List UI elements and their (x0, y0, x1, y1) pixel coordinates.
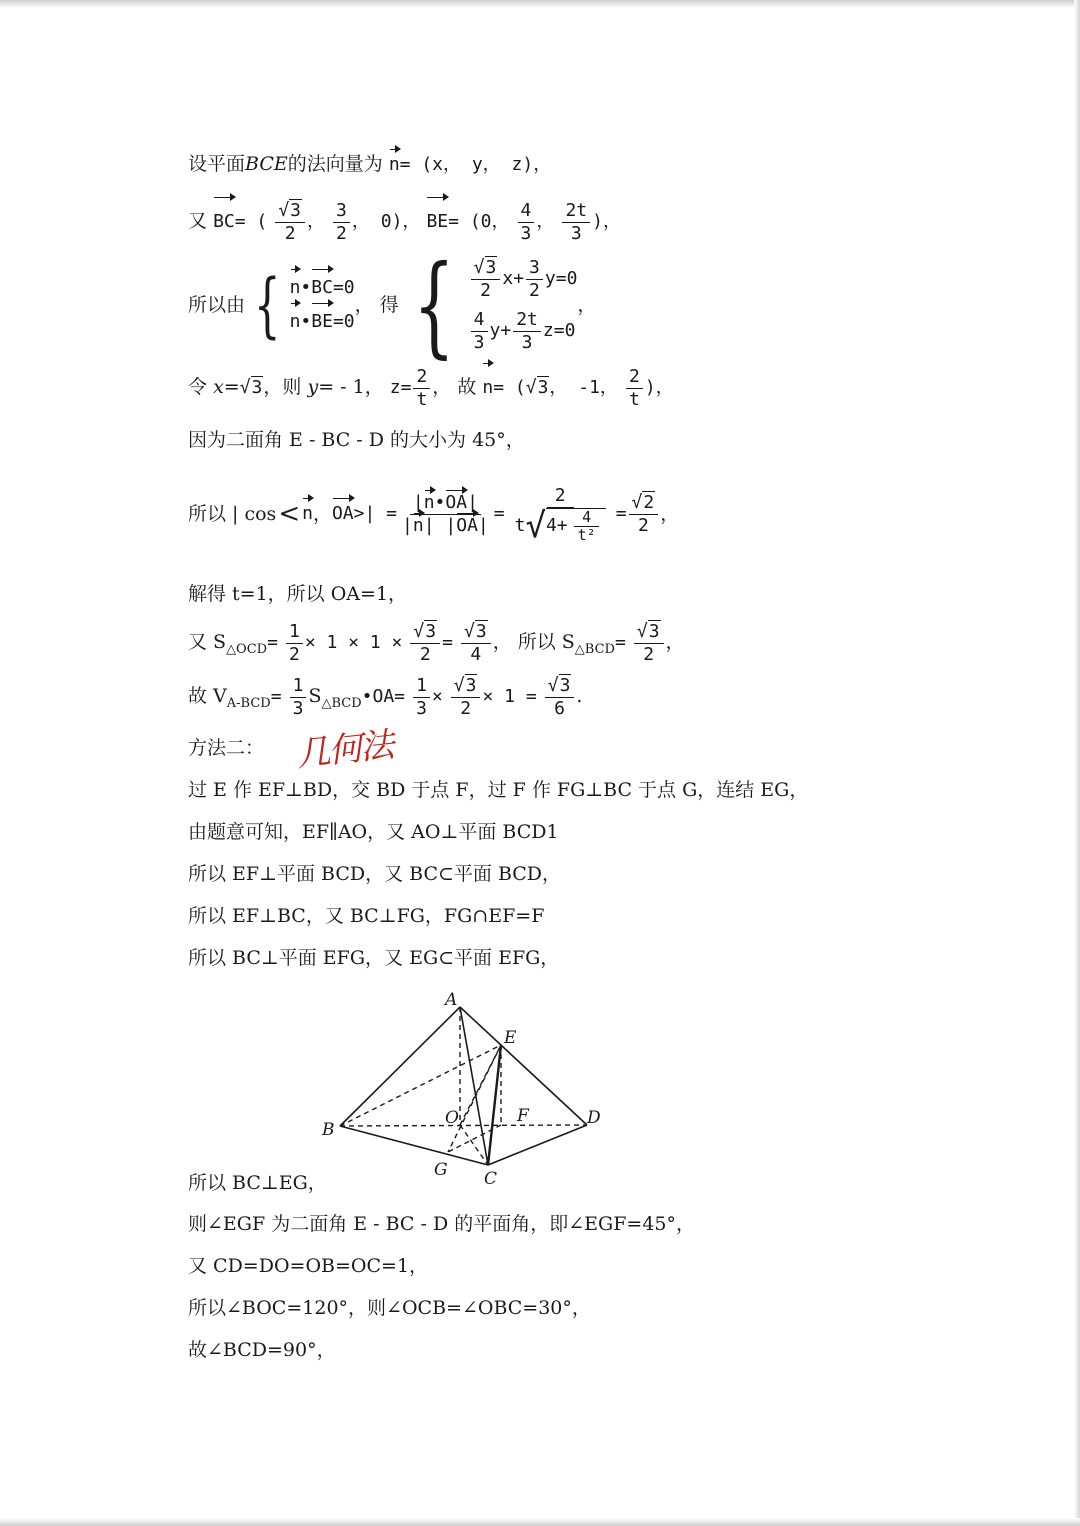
radicand: 3 (251, 377, 263, 398)
text: BCE (245, 153, 288, 175)
label-e: E (504, 1028, 517, 1048)
numerator: 3 (526, 257, 543, 280)
text: ， 得 (354, 294, 399, 316)
fraction-dot-over-norms (399, 492, 492, 537)
handwritten-note: 几何法 (294, 725, 395, 775)
text: )， (592, 211, 621, 232)
line-cosine (188, 468, 679, 560)
denominator: 3 (292, 697, 304, 719)
label-b: B (322, 1120, 335, 1140)
vector-n: n (482, 365, 493, 411)
numerator: 2 (413, 366, 430, 389)
text: = (442, 632, 453, 653)
line-angle-bcd: 故∠BCD=90°， (188, 1339, 336, 1361)
numerator: 4 (471, 309, 488, 332)
text: △BCD (574, 641, 615, 657)
edge-ce (488, 1045, 501, 1165)
text: = ( (493, 377, 526, 398)
text: ， 0)， (351, 211, 421, 232)
line-equal-lengths: 又 CD=DO=OB=OC=1， (188, 1255, 429, 1277)
numerator: 1 (413, 675, 430, 698)
line-let-x (188, 364, 674, 411)
text: | (467, 491, 478, 513)
text: ， -1， (549, 377, 618, 398)
denominator: 2 (336, 222, 347, 244)
label-a: A (445, 990, 458, 1010)
vector-oa: OA (445, 491, 468, 513)
text: ， (577, 294, 597, 316)
sqrt-symbol: √ (278, 199, 290, 221)
fraction-sqrt3-over-2 (634, 621, 664, 666)
vector-n: n (389, 151, 400, 179)
segment-oe (460, 1045, 501, 1125)
text: t (514, 514, 526, 536)
text: y=0 (544, 268, 578, 289)
radicand: 3 (465, 674, 477, 696)
denominator: 2 (637, 514, 649, 536)
line-vectors-bc-be (188, 198, 621, 245)
text: = ( (234, 211, 268, 232)
text: 所以由 (188, 294, 246, 316)
text: × (431, 686, 443, 707)
fraction-sqrt3-over-2 (451, 675, 481, 720)
sqrt-symbol: √ (636, 620, 648, 642)
text: × 1 = (482, 686, 537, 707)
page-edge-right (1074, 0, 1080, 1526)
text: = (223, 376, 240, 398)
radicand: 3 (559, 674, 571, 696)
denominator: 2 (460, 697, 472, 719)
sqrt-symbol: √ (464, 620, 475, 642)
denominator: 2 (288, 643, 300, 665)
text: | (423, 514, 435, 536)
dot: • (300, 311, 312, 332)
text: 设平面 (188, 153, 246, 175)
page-edge-top (0, 0, 1080, 8)
vector-bc: BC (311, 271, 333, 305)
system-2 (399, 241, 578, 369)
sqrt-symbol: √ (453, 674, 465, 696)
vector-n: n (302, 500, 313, 528)
text: x+ (502, 268, 525, 289)
numerator: 2t (562, 200, 590, 223)
angle-bracket-left: < (278, 499, 301, 529)
fraction-2-over-t (626, 366, 643, 411)
denominator: 2 (419, 643, 431, 665)
vector-be: BE (311, 305, 333, 339)
edge-bd-hidden (340, 1125, 587, 1126)
dot: • (434, 491, 446, 513)
fraction-1-over-3 (413, 675, 430, 720)
fraction-1-over-2 (286, 621, 303, 666)
text: | (402, 514, 413, 536)
text: 所以 | cos (188, 503, 277, 525)
vector-n: n (290, 305, 301, 339)
text: ， 所以 S (492, 631, 575, 653)
denominator: 3 (521, 331, 533, 353)
edge-ba (340, 1007, 460, 1126)
numerator: 2 (626, 366, 643, 389)
fraction-sqrt3-over-4 (461, 621, 491, 666)
text: y+ (489, 320, 512, 341)
sqrt-symbol: √ (631, 491, 643, 513)
sqrt-symbol: √ (413, 620, 425, 642)
text: | (477, 514, 489, 536)
left-brace: { (253, 264, 281, 346)
denominator: 4 (470, 643, 482, 665)
radicand: 3 (648, 620, 660, 642)
denominator: 3 (416, 697, 427, 719)
line-ef-parallel-ao: 由题意可知，EF∥AO，又 AO⊥平面 BCD1 (188, 821, 559, 843)
text: z=0 (542, 320, 576, 341)
sqrt-symbol: √ (547, 674, 559, 696)
vector-bc: BC (213, 199, 235, 245)
text: ， (665, 631, 685, 653)
fraction-3-over-2 (526, 257, 543, 302)
fraction-2t-over-3 (562, 200, 590, 245)
text: = (0， (448, 211, 510, 232)
text: )， (644, 377, 674, 398)
denominator: t² (577, 525, 596, 544)
denominator: t (628, 388, 640, 410)
text: ， (536, 211, 555, 232)
text: = (614, 632, 626, 653)
fraction-4-over-3 (471, 309, 488, 354)
dot: • (300, 277, 312, 298)
denominator: 3 (473, 331, 485, 353)
denominator: 6 (554, 697, 565, 719)
vector-n: n (290, 271, 301, 305)
segment-be (340, 1045, 501, 1126)
sqrt-symbol: √ (239, 377, 251, 398)
fraction-sqrt3-over-6 (545, 675, 575, 720)
radicand: 3 (537, 377, 549, 398)
numerator: 2 (547, 485, 574, 508)
fraction-2-over-t (413, 366, 430, 411)
label-c: C (484, 1169, 498, 1185)
text: ， (312, 503, 332, 525)
vector-n: n (423, 491, 435, 513)
text: × 1 × 1 × (304, 632, 403, 653)
line-normal-vector (188, 150, 551, 179)
system-1 (245, 264, 355, 346)
left-brace: { (412, 241, 455, 369)
text: = (270, 686, 282, 707)
edge-bc (340, 1126, 488, 1165)
fraction-2-over-t-sqrt (507, 485, 614, 544)
denominator: 3 (570, 222, 582, 244)
fraction-2t-over-3 (513, 309, 541, 354)
text: 令 (188, 376, 208, 398)
text: S (308, 685, 322, 707)
fraction-4-over-3 (518, 200, 535, 245)
text: =0 (332, 277, 355, 298)
numerator: 4 (574, 509, 599, 527)
text: •OA= (361, 686, 406, 707)
text: y (307, 376, 319, 398)
numerator: 2t (513, 309, 541, 332)
line-construct-ef-fg: 过 E 作 EF⊥BD，交 BD 于点 F，过 F 作 FG⊥BC 于点 G，连结 EG， (188, 779, 809, 801)
text: ， (307, 211, 325, 232)
fraction-1-over-3 (290, 675, 307, 720)
denominator: t (416, 388, 428, 410)
text: = (615, 503, 627, 524)
text: 又 (188, 210, 208, 232)
fraction-sqrt2-over-2 (629, 492, 659, 537)
fraction-sqrt3-over-2 (275, 200, 305, 245)
vector-n: n (412, 514, 424, 536)
text: ， 故 (432, 376, 477, 398)
radicand: 3 (290, 199, 301, 221)
denominator: 2 (480, 279, 491, 301)
fraction-sqrt3-over-2 (471, 257, 501, 302)
text: = (267, 632, 278, 653)
denominator: 2 (643, 643, 655, 665)
vector-be: BE (426, 199, 448, 245)
text: =0 (332, 311, 355, 332)
text: = - 1， (318, 376, 384, 398)
denominator: 2 (529, 279, 540, 301)
label-o: O (445, 1108, 459, 1128)
edge-cd (488, 1125, 587, 1165)
text: | (412, 491, 424, 513)
fraction-sqrt3-over-2 (410, 621, 440, 666)
label-f: F (517, 1106, 529, 1126)
numerator: 1 (290, 675, 307, 698)
segment-eg (448, 1045, 501, 1152)
line-plane-angle: 则∠EGF 为二面角 E - BC - D 的平面角，即∠EGF=45°， (188, 1213, 695, 1235)
numerator: 1 (286, 621, 303, 644)
text: z= (389, 377, 412, 398)
vector-oa: OA (456, 514, 478, 536)
text: | (445, 514, 457, 536)
text: . (576, 685, 583, 707)
text: = (493, 503, 505, 524)
text: A-BCD (226, 695, 271, 711)
line-ef-perp-plane: 所以 EF⊥平面 BCD，又 BC⊂平面 BCD， (188, 863, 562, 885)
vector-oa: OA (332, 500, 354, 528)
line-ef-perp-bc: 所以 EF⊥BC，又 BC⊥FG，FG∩EF=F (188, 905, 545, 927)
line-bc-perp-plane: 所以 BC⊥平面 EFG，又 EG⊂平面 EFG， (188, 947, 560, 969)
radicand: 3 (485, 256, 497, 278)
text: >| = (353, 503, 398, 524)
tetrahedron-figure (310, 985, 620, 1185)
label-g: G (434, 1160, 448, 1180)
line-angles-boc: 所以∠BOC=120°，则∠OCB=∠OBC=30°， (188, 1297, 591, 1319)
line-bc-perp-eg: 所以 BC⊥EG， (188, 1172, 327, 1194)
text: = (x， y， z)， (399, 154, 552, 175)
text: ， (660, 503, 680, 525)
denominator: 2 (284, 222, 296, 244)
method-two-heading: 方法二： (188, 737, 265, 759)
radicand: 3 (475, 620, 487, 642)
sqrt-symbol: √ (525, 377, 537, 398)
sqrt-symbol: √ (525, 505, 546, 546)
line-equation-systems (188, 241, 597, 369)
label-d: D (587, 1108, 601, 1128)
line-area (188, 618, 685, 674)
text: 又 S (188, 631, 227, 653)
text: 故 V (188, 685, 227, 707)
numerator: 3 (333, 200, 350, 223)
radicand: 3 (425, 620, 437, 642)
denominator: 3 (520, 222, 532, 244)
line-solve-t: 解得 t=1，所以 OA=1， (188, 583, 408, 605)
text: 的法向量为 (287, 153, 383, 175)
text: x (213, 376, 224, 398)
text: △BCD (321, 695, 362, 711)
numerator: 4 (518, 200, 535, 223)
text: ，则 (263, 376, 302, 398)
text: △OCD (226, 641, 268, 657)
radicand: 2 (643, 491, 655, 513)
sqrt-symbol: √ (473, 256, 485, 278)
edge-ac (460, 1007, 488, 1165)
page-edge-bottom (0, 1518, 1080, 1526)
line-dihedral-angle: 因为二面角 E - BC - D 的大小为 45°， (188, 429, 525, 451)
text: 4+ (545, 515, 568, 536)
fraction-3-over-2 (333, 200, 350, 245)
